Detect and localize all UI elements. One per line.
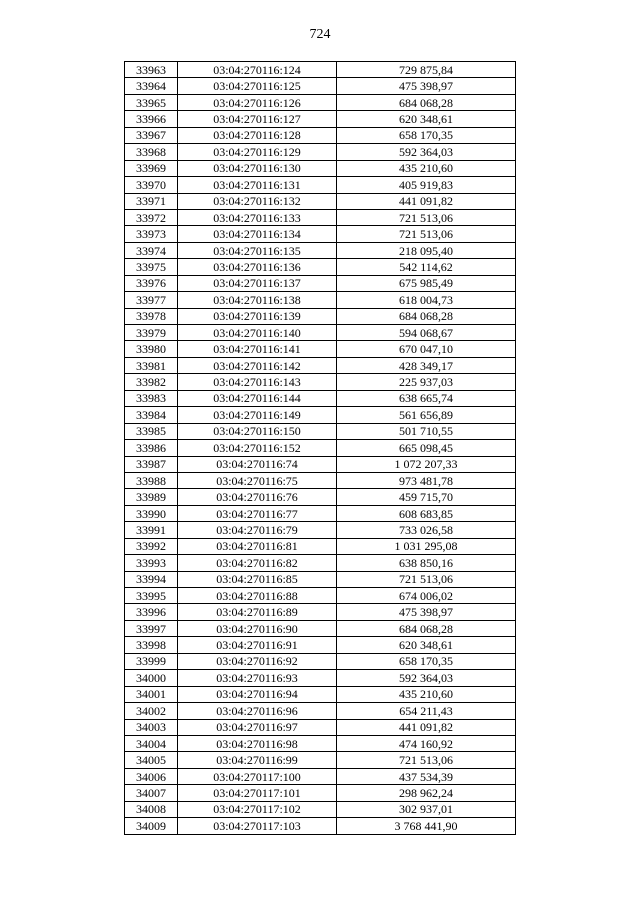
- table-row: [125, 489, 516, 505]
- cadastral-value-cell: 441 091,82: [337, 719, 516, 735]
- cadastral-value-cell: 620 348,61: [337, 637, 516, 653]
- row-number-cell: 33999: [125, 653, 178, 669]
- cadastral-value-cell: 405 919,83: [337, 177, 516, 193]
- page-number: 724: [309, 27, 331, 42]
- table-row: [125, 588, 516, 604]
- cadastral-value-cell: 218 095,40: [337, 242, 516, 258]
- cadastral-number-cell: 03:04:270116:128: [178, 127, 337, 143]
- cadastral-value-cell: 620 348,61: [337, 111, 516, 127]
- cadastral-number-cell: 03:04:270116:74: [178, 456, 337, 472]
- table-row: [125, 111, 516, 127]
- cadastral-number-cell: 03:04:270117:101: [178, 785, 337, 801]
- row-number-cell: 33978: [125, 308, 178, 324]
- table-row: [125, 341, 516, 357]
- cadastral-value-cell: 225 937,03: [337, 374, 516, 390]
- row-number-cell: 34004: [125, 735, 178, 751]
- cadastral-value-cell: 592 364,03: [337, 670, 516, 686]
- cadastral-value-cell: 298 962,24: [337, 785, 516, 801]
- cadastral-value-cell: 721 513,06: [337, 571, 516, 587]
- table-row: [125, 308, 516, 324]
- cadastral-number-cell: 03:04:270116:89: [178, 604, 337, 620]
- row-number-cell: 33986: [125, 440, 178, 456]
- row-number-cell: 34009: [125, 818, 178, 834]
- cadastral-number-cell: 03:04:270116:138: [178, 292, 337, 308]
- row-number-cell: 33996: [125, 604, 178, 620]
- cadastral-value-cell: 435 210,60: [337, 686, 516, 702]
- cadastral-number-cell: 03:04:270116:144: [178, 390, 337, 406]
- cadastral-value-cell: 674 006,02: [337, 588, 516, 604]
- cadastral-number-cell: 03:04:270116:150: [178, 423, 337, 439]
- cadastral-number-cell: 03:04:270116:85: [178, 571, 337, 587]
- row-number-cell: 33965: [125, 94, 178, 110]
- cadastral-number-cell: 03:04:270116:134: [178, 226, 337, 242]
- cadastral-number-cell: 03:04:270116:132: [178, 193, 337, 209]
- cadastral-value-cell: 684 068,28: [337, 620, 516, 636]
- cadastral-value-cell: 729 875,84: [337, 62, 516, 78]
- row-number-cell: 34001: [125, 686, 178, 702]
- row-number-cell: 33989: [125, 489, 178, 505]
- table-row: [125, 423, 516, 439]
- cadastral-value-cell: 618 004,73: [337, 292, 516, 308]
- cadastral-value-cell: 437 534,39: [337, 768, 516, 784]
- row-number-cell: 33966: [125, 111, 178, 127]
- table-row: [125, 259, 516, 275]
- cadastral-value-cell: 670 047,10: [337, 341, 516, 357]
- cadastral-value-cell: 721 513,06: [337, 226, 516, 242]
- cadastral-number-cell: 03:04:270116:139: [178, 308, 337, 324]
- table-row: [125, 160, 516, 176]
- cadastral-number-cell: 03:04:270116:126: [178, 94, 337, 110]
- cadastral-value-cell: 459 715,70: [337, 489, 516, 505]
- row-number-cell: 33985: [125, 423, 178, 439]
- table-row: [125, 637, 516, 653]
- table-row: [125, 620, 516, 636]
- cadastral-value-cell: 3 768 441,90: [337, 818, 516, 834]
- row-number-cell: 34005: [125, 752, 178, 768]
- table-row: [125, 456, 516, 472]
- row-number-cell: 33981: [125, 357, 178, 373]
- cadastral-number-cell: 03:04:270116:125: [178, 78, 337, 94]
- cadastral-value-cell: 721 513,06: [337, 209, 516, 225]
- cadastral-number-cell: 03:04:270116:88: [178, 588, 337, 604]
- row-number-cell: 33979: [125, 325, 178, 341]
- cadastral-value-cell: 665 098,45: [337, 440, 516, 456]
- cadastral-number-cell: 03:04:270116:77: [178, 505, 337, 521]
- cadastral-value-cell: 441 091,82: [337, 193, 516, 209]
- cadastral-number-cell: 03:04:270116:96: [178, 703, 337, 719]
- row-number-cell: 33970: [125, 177, 178, 193]
- row-number-cell: 33975: [125, 259, 178, 275]
- table-row: [125, 538, 516, 554]
- table-row: [125, 555, 516, 571]
- cadastral-value-cell: 684 068,28: [337, 94, 516, 110]
- cadastral-value-cell: 1 072 207,33: [337, 456, 516, 472]
- table-row: [125, 686, 516, 702]
- row-number-cell: 33969: [125, 160, 178, 176]
- row-number-cell: 33967: [125, 127, 178, 143]
- cadastral-number-cell: 03:04:270116:99: [178, 752, 337, 768]
- table-row: [125, 522, 516, 538]
- table-row: [125, 374, 516, 390]
- table-row: [125, 604, 516, 620]
- cadastral-number-cell: 03:04:270116:137: [178, 275, 337, 291]
- cadastral-number-cell: 03:04:270116:130: [178, 160, 337, 176]
- row-number-cell: 33980: [125, 341, 178, 357]
- row-number-cell: 34008: [125, 801, 178, 817]
- row-number-cell: 33994: [125, 571, 178, 587]
- row-number-cell: 34006: [125, 768, 178, 784]
- cadastral-number-cell: 03:04:270116:152: [178, 440, 337, 456]
- cadastral-number-cell: 03:04:270116:131: [178, 177, 337, 193]
- row-number-cell: 34000: [125, 670, 178, 686]
- table-row: [125, 325, 516, 341]
- row-number-cell: 33974: [125, 242, 178, 258]
- cadastral-value-cell: 542 114,62: [337, 259, 516, 275]
- cadastral-value-cell: 638 665,74: [337, 390, 516, 406]
- cadastral-number-cell: 03:04:270116:133: [178, 209, 337, 225]
- row-number-cell: 33997: [125, 620, 178, 636]
- table-row: [125, 571, 516, 587]
- cadastral-value-cell: 684 068,28: [337, 308, 516, 324]
- cadastral-number-cell: 03:04:270117:103: [178, 818, 337, 834]
- row-number-cell: 33976: [125, 275, 178, 291]
- cadastral-number-cell: 03:04:270116:124: [178, 62, 337, 78]
- cadastral-value-cell: 608 683,85: [337, 505, 516, 521]
- cadastral-value-cell: 475 398,97: [337, 78, 516, 94]
- table-row: [125, 407, 516, 423]
- table-row: [125, 768, 516, 784]
- cadastral-number-cell: 03:04:270116:97: [178, 719, 337, 735]
- row-number-cell: 33977: [125, 292, 178, 308]
- row-number-cell: 33984: [125, 407, 178, 423]
- row-number-cell: 33982: [125, 374, 178, 390]
- row-number-cell: 33983: [125, 390, 178, 406]
- row-number-cell: 33998: [125, 637, 178, 653]
- cadastral-number-cell: 03:04:270116:90: [178, 620, 337, 636]
- row-number-cell: 33972: [125, 209, 178, 225]
- row-number-cell: 34007: [125, 785, 178, 801]
- table-row: [125, 209, 516, 225]
- cadastral-number-cell: 03:04:270117:102: [178, 801, 337, 817]
- table-row: [125, 735, 516, 751]
- cadastral-number-cell: 03:04:270116:129: [178, 144, 337, 160]
- cadastral-number-cell: 03:04:270116:81: [178, 538, 337, 554]
- row-number-cell: 33990: [125, 505, 178, 521]
- cadastral-number-cell: 03:04:270116:98: [178, 735, 337, 751]
- row-number-cell: 33993: [125, 555, 178, 571]
- row-number-cell: 33987: [125, 456, 178, 472]
- cadastral-value-cell: 654 211,43: [337, 703, 516, 719]
- table-row: [125, 801, 516, 817]
- row-number-cell: 33988: [125, 472, 178, 488]
- table-row: [125, 719, 516, 735]
- cadastral-number-cell: 03:04:270116:142: [178, 357, 337, 373]
- row-number-cell: 33963: [125, 62, 178, 78]
- row-number-cell: 33992: [125, 538, 178, 554]
- cadastral-value-cell: 675 985,49: [337, 275, 516, 291]
- table-row: [125, 472, 516, 488]
- cadastral-number-cell: 03:04:270116:136: [178, 259, 337, 275]
- table-row: [125, 78, 516, 94]
- table-row: [125, 177, 516, 193]
- row-number-cell: 34003: [125, 719, 178, 735]
- cadastral-number-cell: 03:04:270116:75: [178, 472, 337, 488]
- cadastral-value-cell: 428 349,17: [337, 357, 516, 373]
- cadastral-value-cell: 592 364,03: [337, 144, 516, 160]
- row-number-cell: 33971: [125, 193, 178, 209]
- table-row: [125, 94, 516, 110]
- table-row: [125, 703, 516, 719]
- table-row: [125, 653, 516, 669]
- table-row: [125, 275, 516, 291]
- cadastral-value-cell: 638 850,16: [337, 555, 516, 571]
- table-row: [125, 818, 516, 834]
- cadastral-number-cell: 03:04:270116:79: [178, 522, 337, 538]
- cadastral-value-cell: 658 170,35: [337, 127, 516, 143]
- cadastral-number-cell: 03:04:270116:76: [178, 489, 337, 505]
- table-row: [125, 226, 516, 242]
- row-number-cell: 33968: [125, 144, 178, 160]
- cadastral-number-cell: 03:04:270116:127: [178, 111, 337, 127]
- table-row: [125, 127, 516, 143]
- row-number-cell: 33973: [125, 226, 178, 242]
- row-number-cell: 33964: [125, 78, 178, 94]
- cadastral-value-cell: 733 026,58: [337, 522, 516, 538]
- row-number-cell: 34002: [125, 703, 178, 719]
- row-number-cell: 33995: [125, 588, 178, 604]
- cadastral-value-cell: 435 210,60: [337, 160, 516, 176]
- cadastral-value-cell: 1 031 295,08: [337, 538, 516, 554]
- cadastral-value-cell: 501 710,55: [337, 423, 516, 439]
- cadastral-number-cell: 03:04:270116:143: [178, 374, 337, 390]
- cadastral-value-cell: 658 170,35: [337, 653, 516, 669]
- table-row: [125, 670, 516, 686]
- cadastral-number-cell: 03:04:270116:135: [178, 242, 337, 258]
- table-row: [125, 193, 516, 209]
- cadastral-value-cell: 594 068,67: [337, 325, 516, 341]
- cadastral-number-cell: 03:04:270117:100: [178, 768, 337, 784]
- cadastral-value-cell: 475 398,97: [337, 604, 516, 620]
- cadastral-number-cell: 03:04:270116:91: [178, 637, 337, 653]
- cadastral-number-cell: 03:04:270116:140: [178, 325, 337, 341]
- table-row: [125, 292, 516, 308]
- table-row: [125, 62, 516, 78]
- cadastral-number-cell: 03:04:270116:149: [178, 407, 337, 423]
- row-number-cell: 33991: [125, 522, 178, 538]
- cadastral-value-table: [124, 61, 516, 835]
- table-row: [125, 505, 516, 521]
- table-row: [125, 242, 516, 258]
- cadastral-number-cell: 03:04:270116:94: [178, 686, 337, 702]
- cadastral-value-cell: 474 160,92: [337, 735, 516, 751]
- table-row: [125, 144, 516, 160]
- cadastral-value-cell: 561 656,89: [337, 407, 516, 423]
- table-row: [125, 440, 516, 456]
- cadastral-number-cell: 03:04:270116:82: [178, 555, 337, 571]
- table-row: [125, 390, 516, 406]
- table-row: [125, 785, 516, 801]
- cadastral-value-cell: 721 513,06: [337, 752, 516, 768]
- cadastral-number-cell: 03:04:270116:93: [178, 670, 337, 686]
- table-row: [125, 357, 516, 373]
- cadastral-number-cell: 03:04:270116:92: [178, 653, 337, 669]
- cadastral-number-cell: 03:04:270116:141: [178, 341, 337, 357]
- table-body: [125, 62, 516, 835]
- cadastral-value-cell: 302 937,01: [337, 801, 516, 817]
- table-row: [125, 752, 516, 768]
- cadastral-value-cell: 973 481,78: [337, 472, 516, 488]
